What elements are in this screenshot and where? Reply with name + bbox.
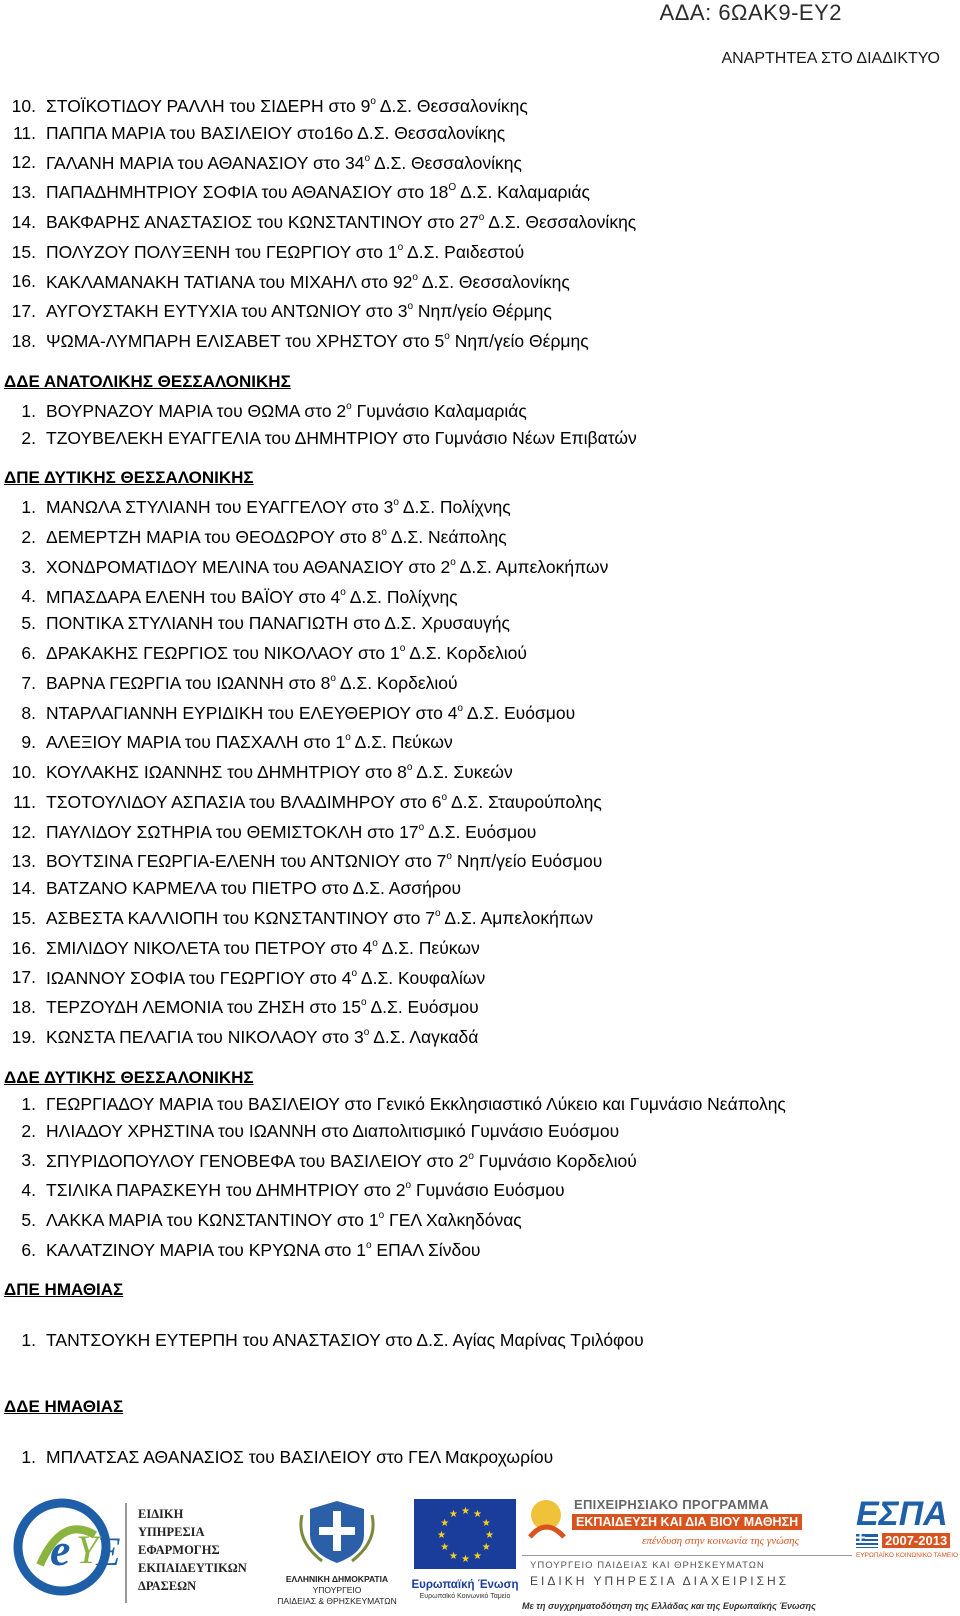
item-text-rest: Δ.Σ. Θεσσαλονίκης [417,271,570,292]
item-ordinal: ο [405,1180,412,1192]
item-text-rest: Δ.Σ. Λαγκαδά [369,1026,479,1047]
prog-text: ΕΠΙΧΕΙΡΗΣΙΑΚΟ ΠΡΟΓΡΑΜΜΑ [574,1497,770,1512]
item-text: ΤΕΡΖΟΥΔΗ ΛΕΜΟΝΙΑ του ΖΗΣΗ στο 15 [46,997,361,1018]
item-text-rest: Δ.Σ. Αμπελοκήπων [440,907,594,928]
list-item [4,176,934,206]
greek-republic-logo [272,1495,402,1610]
list-item [4,1145,934,1175]
item-text-rest: Δ.Σ. Πολίχνης [345,586,458,607]
item-number: 2. [21,427,36,448]
svg-text:e: e [50,1524,71,1575]
item-text-rest: Δ.Σ. Ευόσμου [462,702,576,723]
list-item [4,295,934,325]
item-text: ΒΑΡΝΑ ΓΕΩΡΓΙΑ του ΙΩΑΝΝΗ στο 8 [46,672,331,693]
item-number: 16. [11,271,36,292]
item-number: 17. [11,301,36,322]
list-item [4,1021,934,1051]
list-item [4,325,934,355]
item-text-rest: Νηπ/γείο Θέρμης [413,301,552,322]
item-ordinal: ο [361,997,367,1009]
list-item [4,1327,934,1354]
eye-text: ΔΡΑΣΕΩΝ [138,1579,197,1593]
section-dpe-imathias [4,1277,934,1354]
item-text: ΣΠΥΡΙΔΟΠΟΥΛΟΥ ΓΕΝΟΒΕΦΑ του ΒΑΣΙΛΕΙΟΥ στο 2 [46,1150,469,1171]
eu-star-icon: ★ [461,1506,470,1517]
item-ordinal: ο [340,586,346,598]
item-text: ΝΤΑΡΛΑΓΙΑΝΝΗ ΕΥΡΙΔΙΚΗ του ΕΛΕΥΘΕΡΙΟΥ στο 4 [46,702,458,723]
item-text-rest: Δ.Σ. Ευόσμου [424,821,537,842]
item-text: ΓΕΩΡΓΙΑΔΟΥ ΜΑΡΙΑ του ΒΑΣΙΛΕΙΟΥ στο Γενικό Εκκλησιαστικό Λύκειο και Γυμνάσιο Νεάπολης [46,1093,786,1114]
item-text: ΔΡΑΚΑΚΗΣ ΓΕΩΡΓΙΟΣ του ΝΙΚΟΛΑΟΥ στο 1 [46,643,400,664]
item-ordinal: Ο [448,182,457,194]
item-text: ΠΑΠΠΑ ΜΑΡΙΑ του ΒΑΣΙΛΕΙΟΥ στο16ο Δ.Σ. Θεσσαλονίκης [46,122,506,143]
list-item [4,581,934,611]
section-title: ΔΠΕ ΗΜΑΘΙΑΣ [4,1280,124,1300]
item-number: 8. [21,702,36,723]
item-text-rest: Δ.Σ. Κουφαλίων [357,967,486,988]
item-number: 12. [11,152,36,173]
list-continued [4,90,934,355]
item-text: ΒΑΤΖΑΝΟ ΚΑΡΜΕΛΑ του ΠΙΕΤΡΟ στο Δ.Σ. Ασσήρου [46,878,462,899]
item-text-rest: Δ.Σ. Συκεών [412,762,513,783]
greek-flag-icon [856,1534,878,1548]
item-ordinal: ο [450,556,456,568]
item-ordinal: ο [446,851,452,863]
espa-text: 2007-2013 [882,1533,950,1548]
item-number: 15. [11,907,36,928]
list-item [4,1118,934,1145]
eu-star-icon: ★ [473,1550,482,1562]
eu-star-icon: ★ [437,1530,446,1541]
eu-star-icon: ★ [449,1550,458,1562]
item-ordinal: ο [399,643,406,655]
item-text-rest: Δ.Σ. Σταυρούπολης [447,791,602,812]
item-number: 5. [21,1209,36,1230]
footer-logos [0,1495,960,1616]
eye-text: ΥΠΗΡΕΣΙΑ [138,1525,205,1539]
item-text: ΛΑΚΚΑ ΜΑΡΙΑ του ΚΩΝΣΤΑΝΤΙΝΟΥ στο 1 [46,1209,379,1230]
item-ordinal: ο [406,762,413,774]
prog-text: ΥΠΟΥΡΓΕΙΟ ΠΑΙΔΕΙΑΣ ΚΑΙ ΘΡΗΣΚΕΥΜΑΤΩΝ [530,1560,765,1571]
item-ordinal: ο [364,152,371,164]
item-text: ΜΠΑΣΔΑΡΑ ΕΛΕΝΗ του ΒΑΪΟΥ στο 4 [46,586,341,607]
list-item [4,610,934,637]
list-item [4,726,934,756]
item-text: ΒΟΥΡΝΑΖΟΥ ΜΑΡΙΑ του ΘΩΜΑ στο 2 [46,400,347,421]
eu-star-icon: ★ [485,1530,494,1541]
posting-notice: ΑΝΑΡΤΗΤΕΑ ΣΤΟ ΔΙΑΔΙΚΤΥΟ [721,50,940,67]
item-ordinal: ο [381,527,387,539]
list-item [4,1204,934,1234]
item-number: 2. [21,1120,36,1141]
item-text-rest: Νηπ/γείο Θέρμης [449,330,589,351]
item-ordinal: ο [441,791,448,803]
list-item [4,236,934,266]
item-ordinal: ο [393,497,399,509]
item-number: 1. [21,497,36,518]
item-number: 1. [21,1330,36,1351]
item-text-rest: Δ.Σ. Κορδελιού [405,643,527,664]
section-title: ΔΔΕ ΑΝΑΤΟΛΙΚΗΣ ΘΕΣΣΑΛΟΝΙΚΗΣ [4,371,291,391]
item-number: 1. [21,1447,36,1468]
item-ordinal: ο [372,937,378,949]
list-item [4,845,934,875]
item-text: ΑΥΓΟΥΣΤΑΚΗ ΕΥΤΥΧΙΑ του ΑΝΤΩΝΙΟΥ στο 3 [46,301,408,322]
item-ordinal: ο [366,1239,372,1251]
programme-icon [524,1497,568,1547]
item-number: 7. [21,672,36,693]
item-ordinal: ο [444,331,450,343]
item-text: ΣΜΙΛΙΔΟΥ ΝΙΚΟΛΕΤΑ του ΠΕΤΡΟΥ στο 4 [46,937,373,958]
list-item [4,551,934,581]
item-number: 18. [11,997,36,1018]
list-item [4,697,934,727]
item-text-rest: Δ.Σ. Θεσσαλονίκης [375,95,528,116]
list-item [4,90,934,120]
eu-flag-icon [410,1495,520,1573]
list-item [4,667,934,697]
eu-star-icon: ★ [449,1509,458,1521]
item-text-rest: Γυμνάσιο Ευόσμου [411,1180,565,1201]
section-dde-anatolikis [4,369,934,452]
document-body [4,90,934,1471]
item-number: 9. [21,732,36,753]
item-ordinal: ο [345,732,351,744]
item-ordinal: ο [378,1210,385,1221]
item-text-rest: ΓΕΛ Χαλκηδόνας [384,1209,522,1230]
item-text: ΒΑΚΦΑΡΗΣ ΑΝΑΣΤΑΣΙΟΣ του ΚΩΝΣΤΑΝΤΙΝΟΥ στο 27 [46,211,479,232]
list-item [4,1234,934,1264]
item-number: 13. [11,182,36,203]
item-text: ΒΟΥΤΣΙΝΑ ΓΕΩΡΓΙΑ-ΕΛΕΝΗ του ΑΝΤΩΝΙΟΥ στο 7 [46,851,447,872]
list-item [4,786,934,816]
item-text: ΧΟΝΔΡΟΜΑΤΙΔΟΥ ΜΕΛΙΝΑ του ΑΘΑΝΑΣΙΟΥ στο 2 [46,556,451,577]
item-number: 4. [21,1180,36,1201]
item-ordinal: ο [478,212,485,224]
prog-text: επένδυση στην κοινωνία της γνώσης [642,1535,800,1547]
item-text-rest: Δ.Σ. Θεσσαλονίκης [484,211,637,232]
item-number: 14. [11,878,36,899]
item-number: 13. [11,851,36,872]
item-text-rest: Δ.Σ. Πεύκων [377,937,480,958]
section-title: ΔΔΕ ΔΥΤΙΚΗΣ ΘΕΣΣΑΛΟΝΙΚΗΣ [4,1067,254,1087]
espa-logo [856,1495,960,1595]
item-number: 15. [11,241,36,262]
list-item [4,875,934,902]
item-text: ΤΣΟΤΟΥΛΙΔΟΥ ΑΣΠΑΣΙΑ του ΒΛΑΔΙΜΗΡΟΥ στο 6 [46,791,442,812]
item-text: ΚΑΛΑΤΖΙΝΟΥ ΜΑΡΙΑ του ΚΡΥΩΝΑ στο 1 [46,1239,366,1260]
item-text: ΚΑΚΛΑΜΑΝΑΚΗ ΤΑΤΙΑΝΑ του ΜΙΧΑΗΛ στο 92 [46,271,413,292]
list-item [4,266,934,296]
item-ordinal: ο [434,908,441,920]
item-text: ΑΛΕΞΙΟΥ ΜΑΡΙΑ του ΠΑΣΧΑΛΗ στο 1 [46,732,346,753]
list-item [4,425,934,452]
eu-star-icon: ★ [461,1554,470,1565]
item-number: 18. [11,330,36,351]
list-item [4,1174,934,1204]
item-text: ΤΑΝΤΣΟΥΚΗ ΕΥΤΕΡΠΗ του ΑΝΑΣΤΑΣΙΟΥ στο Δ.Σ. Αγίας Μαρίνας Τριλόφου [46,1330,644,1351]
prog-text: ΕΙΔΙΚΗ ΥΠΗΡΕΣΙΑ ΔΙΑΧΕΙΡΙΣΗΣ [530,1574,790,1588]
item-number: 3. [21,556,36,577]
eu-star-icon: ★ [481,1518,491,1529]
section-title: ΔΠΕ ΔΥΤΙΚΗΣ ΘΕΣΣΑΛΟΝΙΚΗΣ [4,468,254,488]
eu-star-icon: ★ [481,1542,491,1553]
list-item [4,491,934,521]
list-item [4,206,934,236]
item-number: 1. [21,400,36,421]
list-item [4,932,934,962]
item-number: 17. [11,967,36,988]
item-text: ΚΩΝΣΤΑ ΠΕΛΑΓΙΑ του ΝΙΚΟΛΑΟΥ στο 3 [46,1026,364,1047]
prog-text: ΕΚΠΑΙΔΕΥΣΗ ΚΑΙ ΔΙΑ ΒΙΟΥ ΜΑΘΗΣΗ [572,1514,802,1530]
prog-text: Με τη συγχρηματοδότηση της Ελλάδας και της Ευρωπαϊκής Ένωσης [522,1601,816,1611]
item-number: 1. [21,1093,36,1114]
item-number: 12. [11,821,36,842]
eu-logo [410,1495,520,1610]
section-dde-imathias [4,1394,934,1471]
item-text: ΜΑΝΩΛΑ ΣΤΥΛΙΑΝΗ του ΕΥΑΓΓΕΛΟΥ στο 3 [46,497,394,518]
list-item [4,816,934,846]
svg-text:Y: Y [76,1527,99,1572]
programme-logo [522,1495,852,1616]
list-item [4,120,934,147]
item-text: ΤΖΟΥΒΕΛΕΚΗ ΕΥΑΓΓΕΛΙΑ του ΔΗΜΗΤΡΙΟΥ στο Γυμνάσιο Νέων Επιβατών [46,427,637,448]
item-ordinal: ο [370,96,376,107]
item-ordinal: ο [418,821,425,833]
item-number: 6. [21,1239,36,1260]
item-text: ΙΩΑΝΝΟΥ ΣΟΦΙΑ του ΓΕΩΡΓΙΟΥ στο 4 [46,967,352,988]
list-item [4,395,934,425]
item-ordinal: ο [397,241,404,253]
item-text-rest: Δ.Σ. Πεύκων [350,732,453,753]
item-text-rest: Δ.Σ. Κορδελιού [335,672,458,693]
item-number: 3. [21,1150,36,1171]
item-text-rest: ΕΠΑΛ Σίνδου [371,1239,481,1260]
item-number: 10. [11,95,36,116]
item-text: ΨΩΜΑ-ΛΥΜΠΑΡΗ ΕΛΙΣΑΒΕΤ του ΧΡΗΣΤΟΥ στο 5 [46,330,445,351]
eu-star-icon: ★ [473,1509,482,1521]
item-number: 14. [11,211,36,232]
item-text: ΔΕΜΕΡΤΖΗ ΜΑΡΙΑ του ΘΕΟΔΩΡΟΥ στο 8 [46,526,382,547]
ada-code: ΑΔΑ: 6ΩΑΚ9-ΕΥ2 [659,0,842,25]
item-number: 4. [21,586,36,607]
item-text-rest: Νηπ/γείο Ευόσμου [451,851,603,872]
section-dpe-dytikis [4,465,934,1050]
item-text-rest: Δ.Σ. Ευόσμου [366,997,479,1018]
item-text: ΠΑΥΛΙΔΟΥ ΣΩΤΗΡΙΑ του ΘΕΜΙΣΤΟΚΛΗ στο 17 [46,821,419,842]
item-ordinal: ο [412,271,418,283]
item-ordinal: ο [330,673,336,684]
item-number: 5. [21,613,36,634]
eye-text: ΕΚΠΑΙΔΕΥΤΙΚΩΝ [138,1561,247,1575]
item-ordinal: ο [346,400,352,412]
item-ordinal: ο [468,1150,474,1162]
item-text: ΚΟΥΛΑΚΗΣ ΙΩΑΝΝΗΣ του ΔΗΜΗΤΡΙΟΥ στο 8 [46,762,407,783]
eu-star-icon: ★ [440,1542,450,1553]
eu-text: Ευρωπαϊκό Κοινωνικό Ταμείο [419,1593,511,1600]
item-text: ΣΤΟΪΚΟΤΙΔΟΥ ΡΑΛΛΗ του ΣΙΔΕΡΗ στο 9 [46,95,371,116]
list-item [4,147,934,177]
eu-star-icon: ★ [440,1518,450,1529]
eye-text: ΕΙΔΙΚΗ [138,1507,184,1521]
item-text: ΑΣΒΕΣΤΑ ΚΑΛΛΙΟΠΗ του ΚΩΝΣΤΑΝΤΙΝΟΥ στο 7 [46,907,435,928]
item-text-rest: Δ.Σ. Θεσσαλονίκης [370,152,522,173]
item-text: ΠΟΛΥΖΟΥ ΠΟΛΥΞΕΝΗ του ΓΕΩΡΓΙΟΥ στο 1 [46,241,398,262]
item-text-rest: Δ.Σ. Νεάπολης [386,526,507,547]
item-number: 19. [11,1026,36,1047]
gr-text: ΠΑΙΔΕΙΑΣ & ΘΡΗΣΚΕΥΜΑΤΩΝ [277,1596,397,1606]
section-title: ΔΔΕ ΗΜΑΘΙΑΣ [4,1397,124,1417]
item-text-rest: Δ.Σ. Καλαμαριάς [456,182,590,203]
item-text: ΓΑΛΑΝΗ ΜΑΡΙΑ του ΑΘΑΝΑΣΙΟΥ στο 34 [46,152,365,173]
coat-of-arms-icon [272,1495,402,1567]
item-ordinal: ο [351,967,358,979]
item-text-rest: Δ.Σ. Πολίχνης [398,497,511,518]
gr-text: ΥΠΟΥΡΓΕΙΟ [312,1585,362,1595]
item-number: 11. [12,791,36,812]
item-number: 11. [12,122,36,143]
eye-logo [10,1495,260,1607]
list-item [4,521,934,551]
item-number: 2. [21,526,36,547]
espa-text: ΕΣΠΑ [856,1495,948,1533]
item-text: ΤΣΙΛΙΚΑ ΠΑΡΑΣΚΕΥΗ του ΔΗΜΗΤΡΙΟΥ στο 2 [46,1180,406,1201]
svg-text:E: E [96,1529,121,1574]
item-text: ΜΠΛΑΤΣΑΣ ΑΘΑΝΑΣΙΟΣ του ΒΑΣΙΛΕΙΟΥ στο ΓΕΛ Μακροχωρίου [46,1447,554,1468]
list-item [4,637,934,667]
item-text-rest: Γυμνάσιο Καλαμαριάς [351,400,527,421]
item-text: ΠΑΠΑΔΗΜΗΤΡΙΟΥ ΣΟΦΙΑ του ΑΘΑΝΑΣΙΟΥ στο 18 [46,182,449,203]
item-text: ΠΟΝΤΙΚΑ ΣΤΥΛΙΑΝΗ του ΠΑΝΑΓΙΩΤΗ στο Δ.Σ. Χρυσαυγής [46,613,510,634]
gr-text: ΕΛΛΗΝΙΚΗ ΔΗΜΟΚΡΑΤΙΑ [285,1574,389,1584]
list-item [4,902,934,932]
list-item [4,1444,934,1471]
item-text-rest: Δ.Σ. Αμπελοκήπων [455,556,609,577]
list-item [4,756,934,786]
item-text: ΗΛΙΑΔΟΥ ΧΡΗΣΤΙΝΑ του ΙΩΑΝΝΗ στο Διαπολιτισμικό Γυμνάσιο Ευόσμου [46,1120,620,1141]
list-item [4,962,934,992]
item-number: 10. [11,762,36,783]
list-item [4,1091,934,1118]
section-dde-dytikis [4,1065,934,1264]
item-ordinal: ο [363,1026,370,1038]
eu-text: Ευρωπαϊκή Ένωση [411,1579,519,1591]
item-text-rest: Δ.Σ. Ραιδεστού [403,241,525,262]
eye-text: ΕΦΑΡΜΟΓΗΣ [138,1543,220,1557]
item-number: 6. [21,643,36,664]
espa-text: ΕΥΡΩΠΑΪΚΟ ΚΟΙΝΩΝΙΚΟ ΤΑΜΕΙΟ [856,1552,959,1559]
item-text-rest: Γυμνάσιο Κορδελιού [473,1150,637,1171]
list-item [4,991,934,1021]
item-ordinal: ο [457,702,463,714]
item-number: 16. [11,937,36,958]
item-ordinal: ο [407,301,414,313]
